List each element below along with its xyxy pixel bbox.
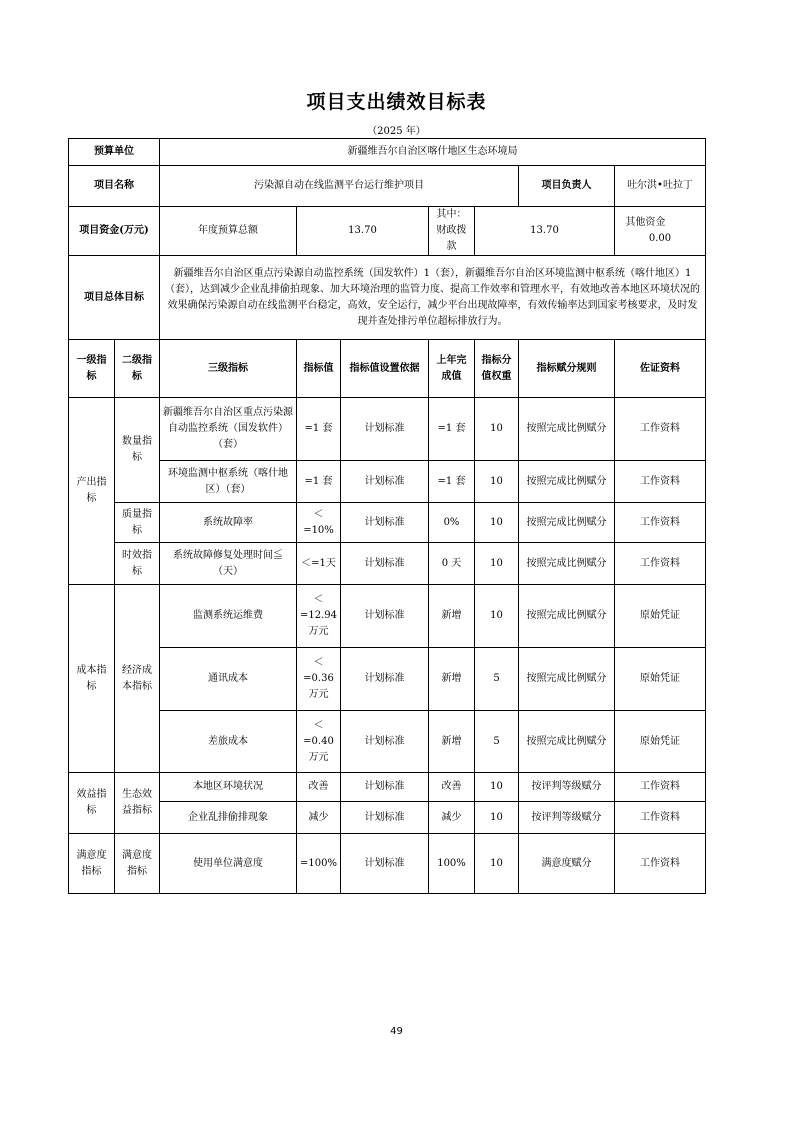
indicator-basis: 计划标准 xyxy=(341,834,429,894)
group-output: 产出指标 xyxy=(69,398,115,585)
header-level2: 二级指标 xyxy=(115,340,160,398)
indicator-weight: 10 xyxy=(475,585,519,648)
table-row xyxy=(69,834,706,894)
subgroup-quality: 质量指标 xyxy=(115,503,160,543)
page-number: 49 xyxy=(390,1026,403,1037)
group-cost: 成本指标 xyxy=(69,585,115,773)
indicator-rule: 按照完成比例赋分 xyxy=(519,543,615,585)
indicator-basis: 计划标准 xyxy=(341,648,429,711)
indicator-name: 环境监测中枢系统（喀什地区）（套） xyxy=(160,461,297,503)
indicator-last: 新增 xyxy=(429,711,475,773)
indicator-value: =1 套 xyxy=(297,398,341,461)
project-funds-label: 项目资金(万元) xyxy=(69,207,160,256)
indicator-weight: 10 xyxy=(475,834,519,894)
indicator-value: ＜=12.94万元 xyxy=(297,585,341,648)
header-evidence: 佐证资料 xyxy=(615,340,706,398)
project-manager-label: 项目负责人 xyxy=(519,166,615,207)
indicator-weight: 10 xyxy=(475,543,519,585)
indicator-basis: 计划标准 xyxy=(341,802,429,834)
other-funds-label: 其他资金 xyxy=(625,217,666,228)
indicator-basis: 计划标准 xyxy=(341,711,429,773)
subgroup-ecological: 生态效益指标 xyxy=(115,773,160,834)
indicator-rule: 按照完成比例赋分 xyxy=(519,398,615,461)
page-title: 项目支出绩效目标表 xyxy=(306,91,487,113)
indicator-evidence: 工作资料 xyxy=(615,773,706,802)
table-row xyxy=(69,773,706,802)
group-satisfaction: 满意度指标 xyxy=(69,834,115,894)
indicator-name: 新疆维吾尔自治区重点污染源自动监控系统（国发软件）（套） xyxy=(160,398,297,461)
indicator-evidence: 工作资料 xyxy=(615,834,706,894)
indicator-weight: 10 xyxy=(475,503,519,543)
indicator-last: 0 天 xyxy=(429,543,475,585)
budget-unit-value: 新疆维吾尔自治区喀什地区生态环境局 xyxy=(160,139,706,166)
fiscal-allocation-value: 13.70 xyxy=(475,207,615,256)
indicator-weight: 10 xyxy=(475,398,519,461)
indicator-name: 本地区环境状况 xyxy=(160,773,297,802)
project-manager-value: 吐尔洪•吐拉丁 xyxy=(615,166,706,207)
header-last-year: 上年完成值 xyxy=(429,340,475,398)
indicator-basis: 计划标准 xyxy=(341,461,429,503)
indicator-last: 新增 xyxy=(429,585,475,648)
project-name-label: 项目名称 xyxy=(69,166,160,207)
indicator-rule: 按照完成比例赋分 xyxy=(519,648,615,711)
indicator-last: 减少 xyxy=(429,802,475,834)
table-row xyxy=(69,398,706,461)
indicator-weight: 10 xyxy=(475,461,519,503)
subgroup-satisfaction: 满意度指标 xyxy=(115,834,160,894)
other-funds-amount: 0.00 xyxy=(648,233,672,244)
table-row xyxy=(69,585,706,648)
table-row xyxy=(69,461,706,503)
indicator-last: =1 套 xyxy=(429,461,475,503)
indicator-value: 减少 xyxy=(297,802,341,834)
header-level3: 三级指标 xyxy=(160,340,297,398)
indicator-rule: 按评判等级赋分 xyxy=(519,773,615,802)
indicator-weight: 5 xyxy=(475,648,519,711)
indicator-last: 0% xyxy=(429,503,475,543)
indicator-value: =100% xyxy=(297,834,341,894)
indicator-value: 改善 xyxy=(297,773,341,802)
group-benefit: 效益指标 xyxy=(69,773,115,834)
indicator-name: 通讯成本 xyxy=(160,648,297,711)
indicator-name: 差旅成本 xyxy=(160,711,297,773)
indicator-basis: 计划标准 xyxy=(341,585,429,648)
indicator-evidence: 工作资料 xyxy=(615,398,706,461)
indicator-basis: 计划标准 xyxy=(341,503,429,543)
indicator-evidence: 工作资料 xyxy=(615,461,706,503)
indicator-rule: 按照完成比例赋分 xyxy=(519,585,615,648)
table-row xyxy=(69,503,706,543)
indicator-value: ＜=0.40万元 xyxy=(297,711,341,773)
overall-goal-label: 项目总体目标 xyxy=(69,256,160,340)
indicator-rule: 满意度赋分 xyxy=(519,834,615,894)
performance-target-table xyxy=(68,138,706,894)
budget-unit-label: 预算单位 xyxy=(69,139,160,166)
header-rule: 指标赋分规则 xyxy=(519,340,615,398)
subgroup-timeliness: 时效指标 xyxy=(115,543,160,585)
indicator-evidence: 工作资料 xyxy=(615,802,706,834)
table-row xyxy=(69,648,706,711)
indicator-name: 系统故障修复处理时间≦（天） xyxy=(160,543,297,585)
header-value: 指标值 xyxy=(297,340,341,398)
year-label: （2025 年） xyxy=(367,126,426,137)
fiscal-allocation-label: 其中：财政拨款 xyxy=(429,207,475,256)
indicator-last: 100% xyxy=(429,834,475,894)
indicator-basis: 计划标准 xyxy=(341,543,429,585)
indicator-last: =1 套 xyxy=(429,398,475,461)
indicator-evidence: 原始凭证 xyxy=(615,711,706,773)
indicator-rule: 按评判等级赋分 xyxy=(519,802,615,834)
indicator-basis: 计划标准 xyxy=(341,773,429,802)
header-basis: 指标值设置依据 xyxy=(341,340,429,398)
annual-budget-label: 年度预算总额 xyxy=(160,207,297,256)
indicator-last: 改善 xyxy=(429,773,475,802)
indicator-name: 系统故障率 xyxy=(160,503,297,543)
indicator-evidence: 工作资料 xyxy=(615,543,706,585)
header-weight: 指标分值权重 xyxy=(475,340,519,398)
annual-budget-value: 13.70 xyxy=(297,207,429,256)
indicator-evidence: 原始凭证 xyxy=(615,585,706,648)
subgroup-quantity: 数量指标 xyxy=(115,398,160,503)
indicator-value: ＜=10% xyxy=(297,503,341,543)
subgroup-economic: 经济成本指标 xyxy=(115,585,160,773)
indicator-weight: 5 xyxy=(475,711,519,773)
indicator-value: ＜=1天 xyxy=(297,543,341,585)
indicator-basis: 计划标准 xyxy=(341,398,429,461)
indicator-weight: 10 xyxy=(475,773,519,802)
indicator-rule: 按照完成比例赋分 xyxy=(519,503,615,543)
indicator-weight: 10 xyxy=(475,802,519,834)
table-row xyxy=(69,543,706,585)
indicator-rule: 按照完成比例赋分 xyxy=(519,711,615,773)
indicator-value: ＜=0.36万元 xyxy=(297,648,341,711)
table-row xyxy=(69,711,706,773)
indicator-value: =1 套 xyxy=(297,461,341,503)
overall-goal-text: 新疆维吾尔自治区重点污染源自动监控系统（国发软件）1（套），新疆维吾尔自治区环境监测中枢系统（喀什地区）1（套），达到减少企业乱排偷拍现象、加大环境治理的监管力度、提高工作效率和管理水平，有效地改善本地区环境状况的效果确保污染源自动在线监测平台稳定，高效，安全运行，减少平台出现故障率，有效传输率达到国家考核要求，及时发现并查处排污单位超标排放行为。 xyxy=(160,256,706,340)
header-level1: 一级指标 xyxy=(69,340,115,398)
indicator-last: 新增 xyxy=(429,648,475,711)
indicator-name: 企业乱排偷排现象 xyxy=(160,802,297,834)
project-name-value: 污染源自动在线监测平台运行维护项目 xyxy=(160,166,519,207)
indicator-evidence: 工作资料 xyxy=(615,503,706,543)
table-row xyxy=(69,802,706,834)
indicator-evidence: 原始凭证 xyxy=(615,648,706,711)
indicator-name: 监测系统运维费 xyxy=(160,585,297,648)
other-funds-value xyxy=(615,207,706,256)
indicator-name: 使用单位满意度 xyxy=(160,834,297,894)
indicator-rule: 按照完成比例赋分 xyxy=(519,461,615,503)
